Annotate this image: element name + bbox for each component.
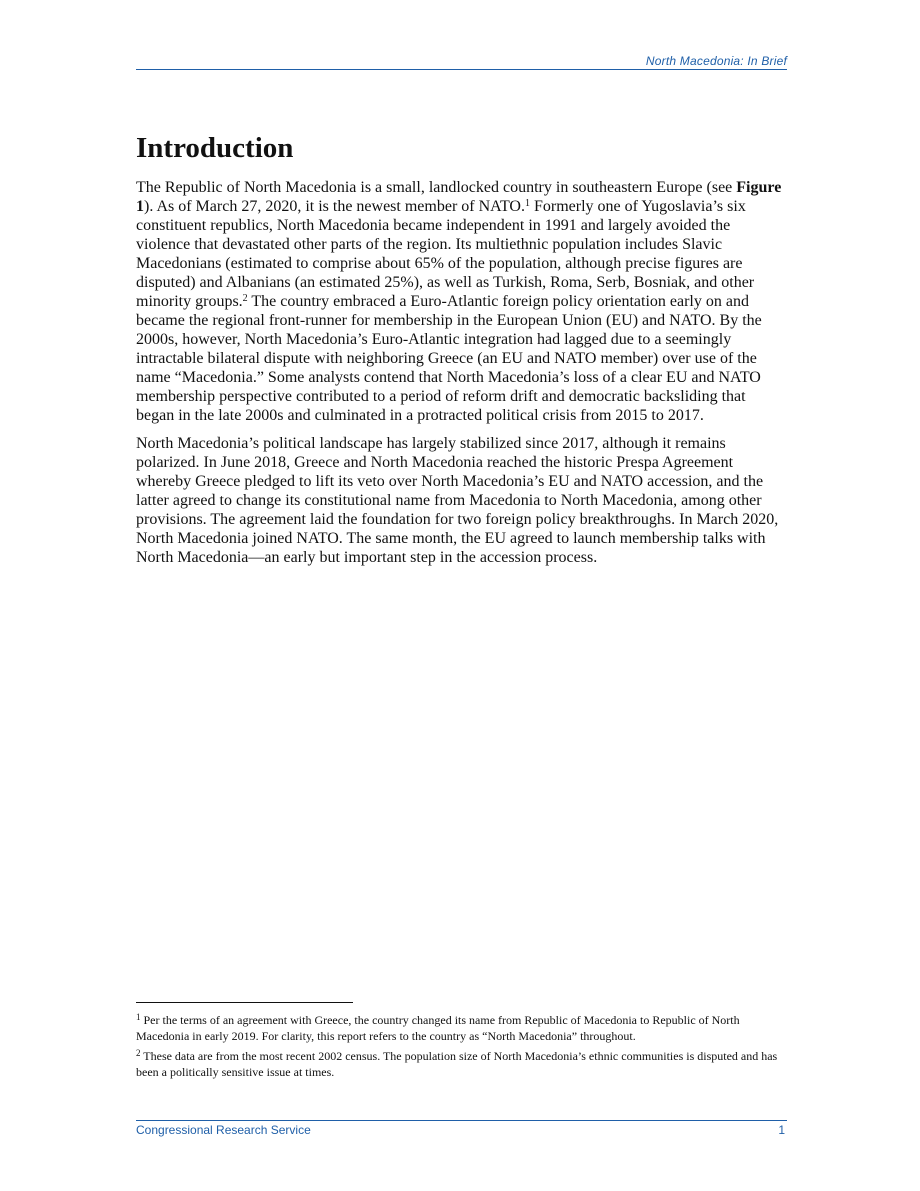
footnote-separator [136, 1002, 353, 1003]
footnote-2-text: These data are from the most recent 2002 census. The population size of North Macedonia’s ethnic communities is disputed and has been a politically sensitive issue at times. [136, 1049, 778, 1079]
footnote-1-number: 1 [136, 1012, 141, 1022]
paragraph-1 [136, 178, 787, 425]
footnote-ref-2[interactable]: 2 [242, 293, 248, 304]
paragraph-1-text-c: Formerly one of Yugoslavia’s six constituent republics, North Macedonia became independent in 1991 and largely avoided the violence that devastated other parts of the region. Its multiethnic population includes Slavic Macedonians (estimated to comprise about 65% of the population, although precise figures are disputed) and Albanians (an estimated 25%), as well as Turkish, Roma, Serb, Bosniak, and other minority groups. [136, 198, 755, 310]
section-title: Introduction [136, 132, 294, 164]
footer-rule [136, 1120, 787, 1121]
footnote-1 [136, 1012, 787, 1044]
header-rule [136, 69, 787, 70]
figure-reference-link[interactable]: Figure 1 [136, 179, 782, 215]
footnote-2 [136, 1048, 787, 1080]
footnote-1-text: Per the terms of an agreement with Greece, the country changed its name from Republic of Macedonia to Republic of North Macedonia in early 2019. For clarity, this report refers to the country as “North Macedonia” throughout. [136, 1013, 740, 1043]
paragraph-1-text-d: The country embraced a Euro-Atlantic foreign policy orientation early on and became the regional front-runner for membership in the European Union (EU) and NATO. By the 2000s, however, North Macedonia’s Euro-Atlantic integration had lagged due to a seemingly intractable bilateral dispute with neighboring Greece (an EU and NATO member) over use of the name “Macedonia.” Some analysts contend that North Macedonia’s loss of a clear EU and NATO membership perspective contributed to a period of reform drift and democratic backsliding that began in the late 2000s and culminated in a protracted political crisis from 2015 to 2017. [136, 293, 762, 424]
running-header-title: North Macedonia: In Brief [645, 54, 787, 68]
footnote-2-number: 2 [136, 1048, 141, 1058]
footnotes [136, 1012, 787, 1084]
footnote-ref-1[interactable]: 1 [524, 198, 530, 209]
footer-publisher: Congressional Research Service [136, 1123, 311, 1137]
body-text [136, 178, 787, 576]
page-number: 1 [778, 1123, 785, 1137]
paragraph-1-text-b: ). As of March 27, 2020, it is the newest member of NATO. [144, 198, 525, 215]
paragraph-1-text-a: The Republic of North Macedonia is a small, landlocked country in southeastern Europe (see [136, 179, 737, 196]
paragraph-2: North Macedonia’s political landscape has largely stabilized since 2017, although it remains polarized. In June 2018, Greece and North Macedonia reached the historic Prespa Agreement whereby Greece pledged to lift its veto over North Macedonia’s EU and NATO accession, and the latter agreed to change its constitutional name from Macedonia to North Macedonia, among other provisions. The agreement laid the foundation for two foreign policy breakthroughs. In March 2020, North Macedonia joined NATO. The same month, the EU agreed to launch membership talks with North Macedonia—an early but important step in the accession process. [136, 435, 779, 566]
